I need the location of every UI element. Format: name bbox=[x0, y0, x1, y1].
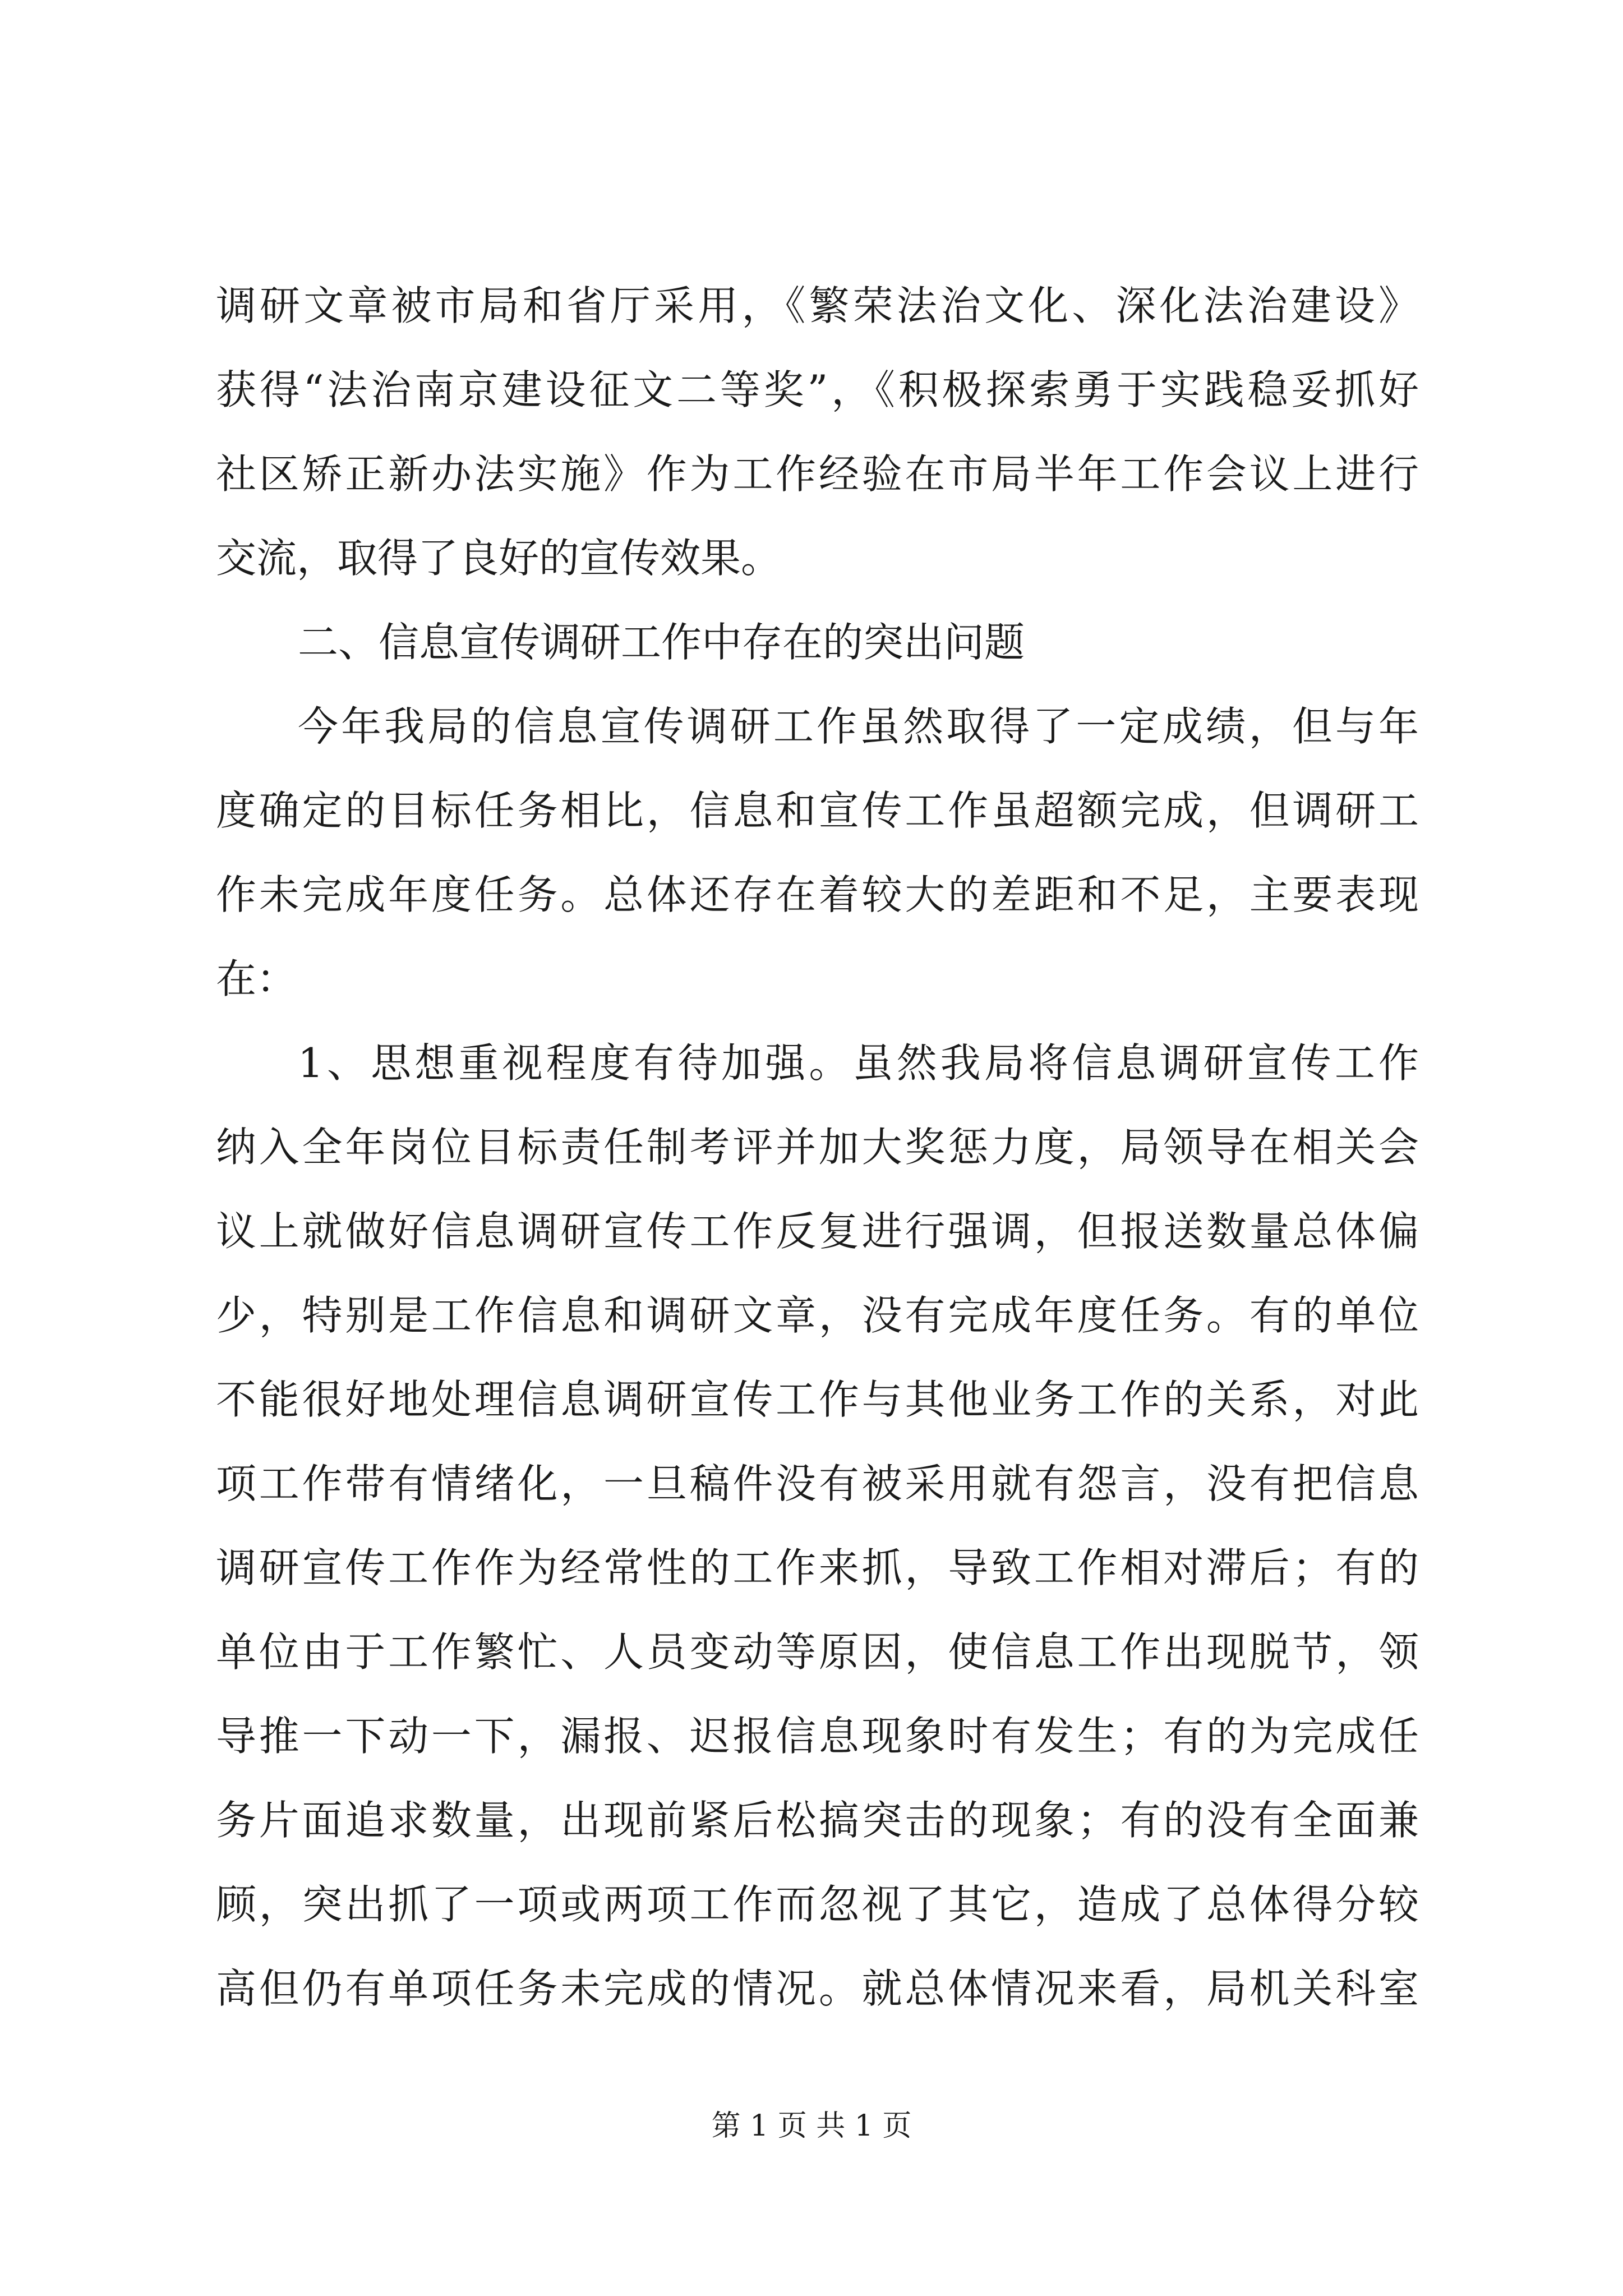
text-line: 交流，取得了良好的宣传效果。 bbox=[216, 535, 782, 582]
text-line: 少，特别是工作信息和调研文章，没有完成年度任务。有的单位 bbox=[216, 1292, 1419, 1339]
text-line: 调研文章被市局和省厅采用，《繁荣法治文化、深化法治建设》 bbox=[216, 282, 1419, 329]
text-line: 获得“法治南京建设征文二等奖”，《积极探索勇于实践稳妥抓好 bbox=[216, 366, 1419, 413]
text-line: 今年我局的信息宣传调研工作虽然取得了一定成绩，但与年 bbox=[298, 703, 1419, 750]
text-line: 社区矫正新办法实施》作为工作经验在市局半年工作会议上进行 bbox=[216, 450, 1419, 498]
document-body bbox=[216, 264, 1419, 2031]
text-line: 导推一下动一下，漏报、迟报信息现象时有发生；有的为完成任 bbox=[216, 1713, 1419, 1760]
text-line: 顾，突出抓了一项或两项工作而忽视了其它，造成了总体得分较 bbox=[216, 1881, 1419, 1928]
text-line: 务片面追求数量，出现前紧后松搞突击的现象；有的没有全面兼 bbox=[216, 1797, 1419, 1844]
text-line: 作未完成年度任务。总体还存在着较大的差距和不足，主要表现 bbox=[216, 871, 1419, 918]
text-line: 度确定的目标任务相比，信息和宣传工作虽超额完成，但调研工 bbox=[216, 787, 1419, 834]
text-line: 调研宣传工作作为经常性的工作来抓，导致工作相对滞后；有的 bbox=[216, 1544, 1419, 1591]
text-line: 纳入全年岗位目标责任制考评并加大奖惩力度，局领导在相关会 bbox=[216, 1124, 1419, 1171]
text-line: 单位由于工作繁忙、人员变动等原因，使信息工作出现脱节，领 bbox=[216, 1628, 1419, 1676]
page-number-footer: 第 1 页 共 1 页 bbox=[711, 2109, 912, 2143]
text-line: 1、思想重视程度有待加强。虽然我局将信息调研宣传工作 bbox=[298, 1039, 1419, 1087]
text-line: 项工作带有情绪化，一旦稿件没有被采用就有怨言，没有把信息 bbox=[216, 1460, 1419, 1507]
text-line: 在： bbox=[216, 955, 297, 1002]
text-line: 不能很好地处理信息调研宣传工作与其他业务工作的关系，对此 bbox=[216, 1376, 1419, 1423]
text-line: 高但仍有单项任务未完成的情况。就总体情况来看，局机关科室 bbox=[216, 1965, 1419, 2012]
section-heading: 二、信息宣传调研工作中存在的突出问题 bbox=[298, 619, 1025, 666]
text-line: 议上就做好信息调研宣传工作反复进行强调，但报送数量总体偏 bbox=[216, 1208, 1419, 1255]
